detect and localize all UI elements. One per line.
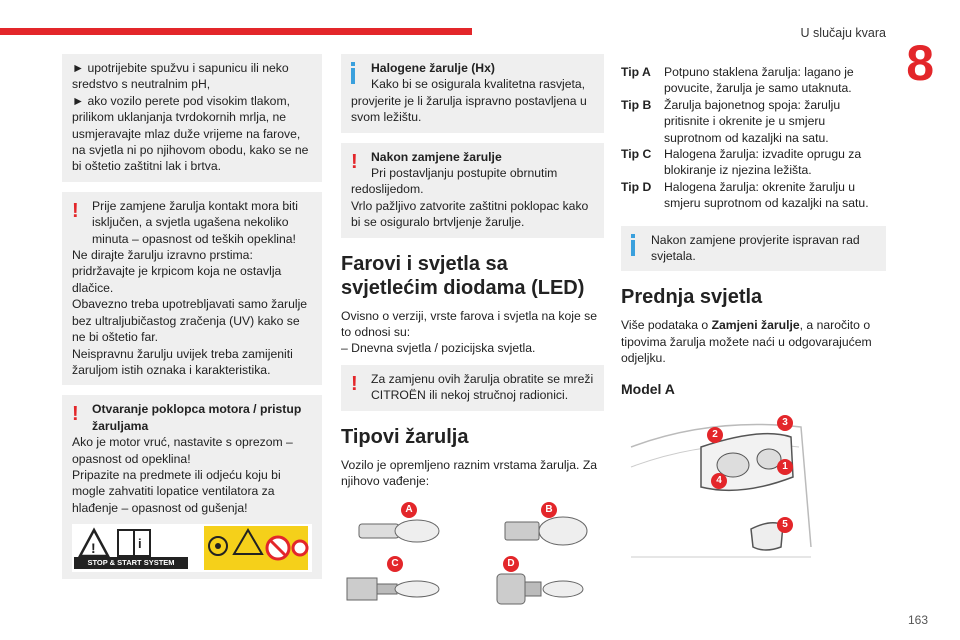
info-text: Kako bi se osigurala kvalitetna rasvjeta, provjerite je li žarulja ispravno postavljena u svom ležištu. xyxy=(351,77,587,125)
bulb-label: B xyxy=(541,502,557,518)
tip-text: Žarulja bajonetnog spoja: žarulju pritisnite i okrenite je u smjeru suprotnom od kazaljki na satu. xyxy=(664,97,841,145)
headlamp-illustration xyxy=(621,407,886,577)
intro-box xyxy=(62,54,322,182)
stop-start-label: STOP & START SYSTEM xyxy=(74,557,188,569)
led-item: – Dnevna svjetla / pozicijska svjetla. xyxy=(341,341,536,356)
lamp-label: 2 xyxy=(707,427,723,443)
info-title: Halogene žarulje (Hx) xyxy=(371,61,495,75)
front-text-part: Više podataka o xyxy=(621,318,712,333)
page-number: 163 xyxy=(907,613,928,627)
info-text: Nakon zamjene provjerite ispravan rad svjetala. xyxy=(651,232,860,264)
svg-text:i: i xyxy=(138,536,142,552)
tip-text: Halogena žarulja: izvadite oprugu za blokiranje iz njezina ležišta. xyxy=(664,147,862,178)
bulb-label: C xyxy=(387,556,403,572)
column-2 xyxy=(341,54,604,620)
lamp-label: 4 xyxy=(711,473,727,489)
section-title: U slučaju kvara xyxy=(800,26,886,40)
list-item xyxy=(621,64,886,97)
tip-label: Tip D xyxy=(621,179,652,194)
warning-text: Obavezno treba upotrebljavati samo žarulje bez ultraljubičastog zračenja (UV) kako se ne bi oštetio far. xyxy=(72,297,308,345)
types-text: Vozilo je opremljeno raznim vrstama žarulja. Za njihovo vađenje: xyxy=(341,457,598,489)
safety-icons xyxy=(72,524,312,572)
bulb-label: A xyxy=(401,502,417,518)
tip-list xyxy=(621,64,886,212)
lamp-label: 5 xyxy=(777,517,793,533)
warning-icon: ! xyxy=(72,403,79,426)
svg-text:!: ! xyxy=(91,540,96,557)
bulb-a-icon xyxy=(355,510,445,550)
warning-icon: ! xyxy=(351,150,358,173)
tip-label: Tip A xyxy=(621,65,651,79)
list-item xyxy=(621,97,886,146)
intro-line: ► ako vozilo perete pod visokim tlakom, prilikom uklanjanja tvrdokornih mrlja, ne usmjeravajte mlaz duže vrijeme na farove, na svjetla ni po njihovom obodu, kako se ne bi oštetio zaštitni lak i brtva. xyxy=(72,93,309,174)
warning-text: Pripazite na predmete ili odjeću koju bi mogle zahvatiti lopatice ventilatora za hlađenje – opasnost od gušenja! xyxy=(72,467,281,515)
heading-types: Tipovi žarulja xyxy=(341,425,469,448)
warning-text: Neispravnu žarulju uvijek treba zamijeniti žaruljom istih oznaka i karakteristika. xyxy=(72,346,293,377)
warning-text: Ako je motor vruć, nastavite s oprezom – opasnost od opeklina! xyxy=(72,435,293,466)
list-item xyxy=(621,179,886,212)
tip-label: Tip C xyxy=(621,147,652,162)
warning-text: Ne dirajte žarulju izravno prstima: pridržavajte je krpicom koja ne ostavlja dlačice. xyxy=(72,248,282,295)
warning-box xyxy=(62,192,322,385)
lamp-label: 3 xyxy=(777,415,793,431)
heading-model-a: Model A xyxy=(621,380,675,397)
warning-box xyxy=(62,395,322,579)
led-text: Ovisno o verziji, vrste farova i svjetla na koje se to odnosi su: xyxy=(341,308,598,340)
warning-icon: ! xyxy=(72,199,79,222)
info-box xyxy=(341,54,604,133)
info-box xyxy=(621,226,886,272)
info-icon xyxy=(631,234,635,256)
chapter-number: 8 xyxy=(906,35,934,91)
heading-led: Farovi i svjetla sa svjetlećim diodama (LED) xyxy=(341,252,585,299)
warning-text: Prije zamjene žarulja kontakt mora biti isključen, a svjetla ugašena nekoliko minuta – opasnost od teških opeklina! xyxy=(92,198,298,246)
front-text-part: , a naročito o tipovima žarulja možete naći u odgovarajućem odjeljku. xyxy=(621,318,872,366)
info-icon xyxy=(351,62,355,84)
bulb-illustrations xyxy=(341,500,604,620)
tip-text: Halogena žarulja: okrenite žarulju u smjeru suprotnom od kazaljki na satu. xyxy=(664,179,869,211)
front-text xyxy=(621,317,886,366)
column-1 xyxy=(62,54,322,589)
header-bar xyxy=(0,28,472,35)
front-text-link: Zamjeni žarulje xyxy=(711,318,800,333)
intro-line: ► upotrijebite spužvu i sapunicu ili neko sredstvo s neutralnim pH, xyxy=(72,61,289,92)
warning-box xyxy=(341,365,604,411)
warning-title: Nakon zamjene žarulje xyxy=(371,149,502,164)
warning-box xyxy=(341,143,604,238)
bulb-label: D xyxy=(503,556,519,572)
tip-label: Tip B xyxy=(621,97,652,112)
heading-front-lights: Prednja svjetla xyxy=(621,286,763,309)
warning-text: Pri postavljanju postupite obrnutim redoslijedom. xyxy=(351,166,558,197)
warning-icon: ! xyxy=(351,372,358,395)
tip-text: Potpuno staklena žarulja: lagano je povucite, žarulja je samo utaknuta. xyxy=(664,65,854,96)
column-3 xyxy=(621,64,886,577)
warning-text: Vrlo pažljivo zatvorite zaštitni poklopac kako bi se osiguralo brtvljenje žarulje. xyxy=(351,198,589,230)
warning-title: Otvaranje poklopca motora / pristup žaruljama xyxy=(92,402,302,433)
list-item xyxy=(621,146,886,179)
lamp-label: 1 xyxy=(777,459,793,475)
warning-text: Za zamjenu ovih žarulja obratite se mreži CITROËN ili nekoj stručnoj radionici. xyxy=(371,371,594,403)
